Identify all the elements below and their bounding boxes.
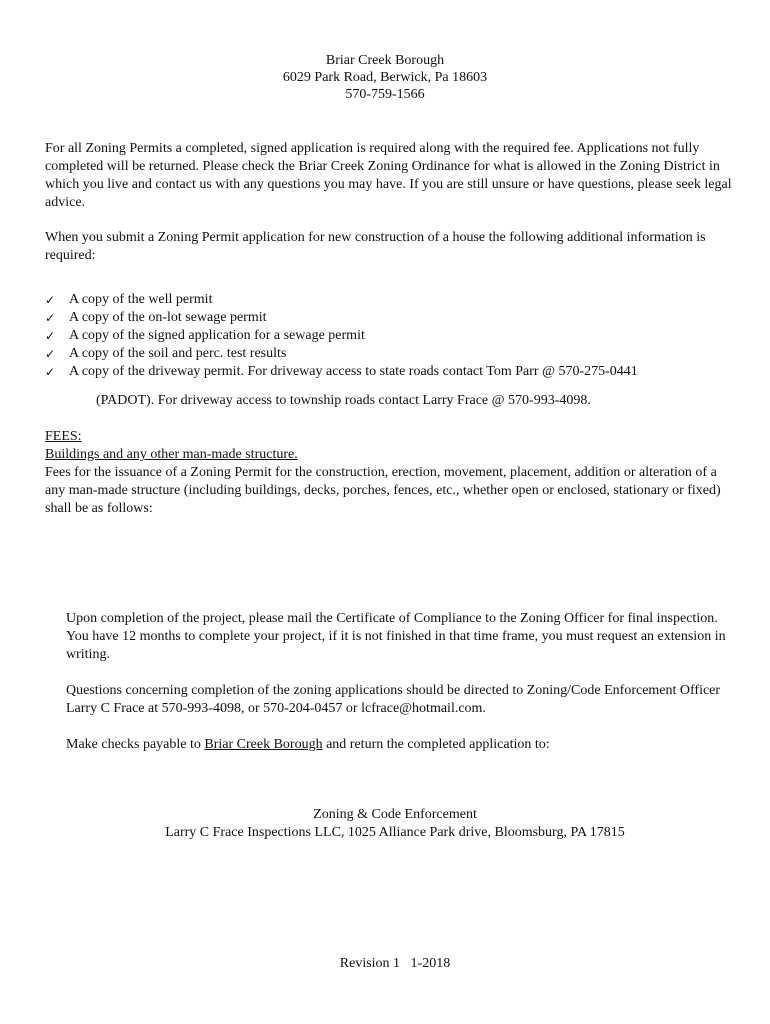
mailing-address: Larry C Frace Inspections LLC, 1025 Alliance Park drive, Bloomsburg, PA 17815 bbox=[165, 825, 625, 840]
checks-paragraph bbox=[66, 736, 736, 754]
org-address: 6029 Park Road, Berwick, Pa 18603 bbox=[282, 70, 488, 85]
list-item-text: A copy of the soil and perc. test results bbox=[69, 346, 287, 361]
checkmark-icon: ✓ bbox=[45, 293, 56, 307]
fees-description: Fees for the issuance of a Zoning Permit for the construction, erection, movement, placement, addition or alteration of a any man-made structure (including buildings, decks, porches, fences, etc., whether open or enclosed, stationary or fixed) shall be as follows: bbox=[45, 465, 721, 516]
revision-label: Revision 1 1-2018 bbox=[339, 956, 451, 971]
list-item-text: A copy of the on-lot sewage permit bbox=[69, 310, 267, 325]
fees-heading: FEES: bbox=[45, 429, 82, 444]
mailing-address-block bbox=[0, 806, 770, 842]
fees-section bbox=[45, 428, 735, 518]
list-item-text: A copy of the driveway permit. For driveway access to state roads contact Tom Parr @ 570-275-0441 bbox=[69, 364, 638, 379]
list-item-text: A copy of the signed application for a sewage permit bbox=[69, 328, 365, 343]
org-name: Briar Creek Borough bbox=[325, 53, 445, 68]
checks-payee: Briar Creek Borough bbox=[204, 737, 323, 752]
list-item bbox=[45, 363, 745, 381]
checks-prefix: Make checks payable to bbox=[66, 737, 205, 752]
intro-paragraph: For all Zoning Permits a completed, signed application is required along with the required fee. Applications not fully completed will be returned. Please check the Briar Creek Zoning Ordinance for what is allowed in the Zoning District in which you live and contact us with any questions you may have. If you are still unsure or have questions, please seek legal advice. bbox=[45, 141, 732, 210]
driveway-continuation: (PADOT). For driveway access to township roads contact Larry Frace @ 570-993-4098. bbox=[96, 393, 591, 408]
requirements-checklist bbox=[45, 291, 745, 381]
list-item bbox=[45, 345, 745, 363]
checkmark-icon: ✓ bbox=[45, 347, 56, 361]
checks-suffix: and return the completed application to: bbox=[322, 737, 550, 752]
list-item-text: A copy of the well permit bbox=[69, 292, 213, 307]
questions-paragraph: Questions concerning completion of the zoning applications should be directed to Zoning/Code Enforcement Officer Larry C Frace at 570-993-4098, or 570-204-0457 or lcfrace@hotmail.com. bbox=[66, 683, 721, 716]
checkmark-icon: ✓ bbox=[45, 365, 56, 379]
list-item bbox=[45, 291, 745, 309]
completion-paragraph: Upon completion of the project, please mail the Certificate of Compliance to the Zoning Officer for final inspection. You have 12 months to complete your project, if it is not finished in that time frame, you must request an extension in writing. bbox=[66, 611, 726, 662]
letterhead bbox=[0, 52, 770, 103]
requirements-intro: When you submit a Zoning Permit application for new construction of a house the following additional information is required: bbox=[45, 230, 706, 263]
list-item bbox=[45, 309, 745, 327]
org-phone: 570-759-1566 bbox=[345, 87, 425, 102]
checkmark-icon: ✓ bbox=[45, 329, 56, 343]
list-item bbox=[45, 327, 745, 345]
checkmark-icon: ✓ bbox=[45, 311, 56, 325]
mailing-department: Zoning & Code Enforcement bbox=[313, 807, 477, 822]
fees-subheading: Buildings and any other man-made structure. bbox=[45, 447, 298, 462]
